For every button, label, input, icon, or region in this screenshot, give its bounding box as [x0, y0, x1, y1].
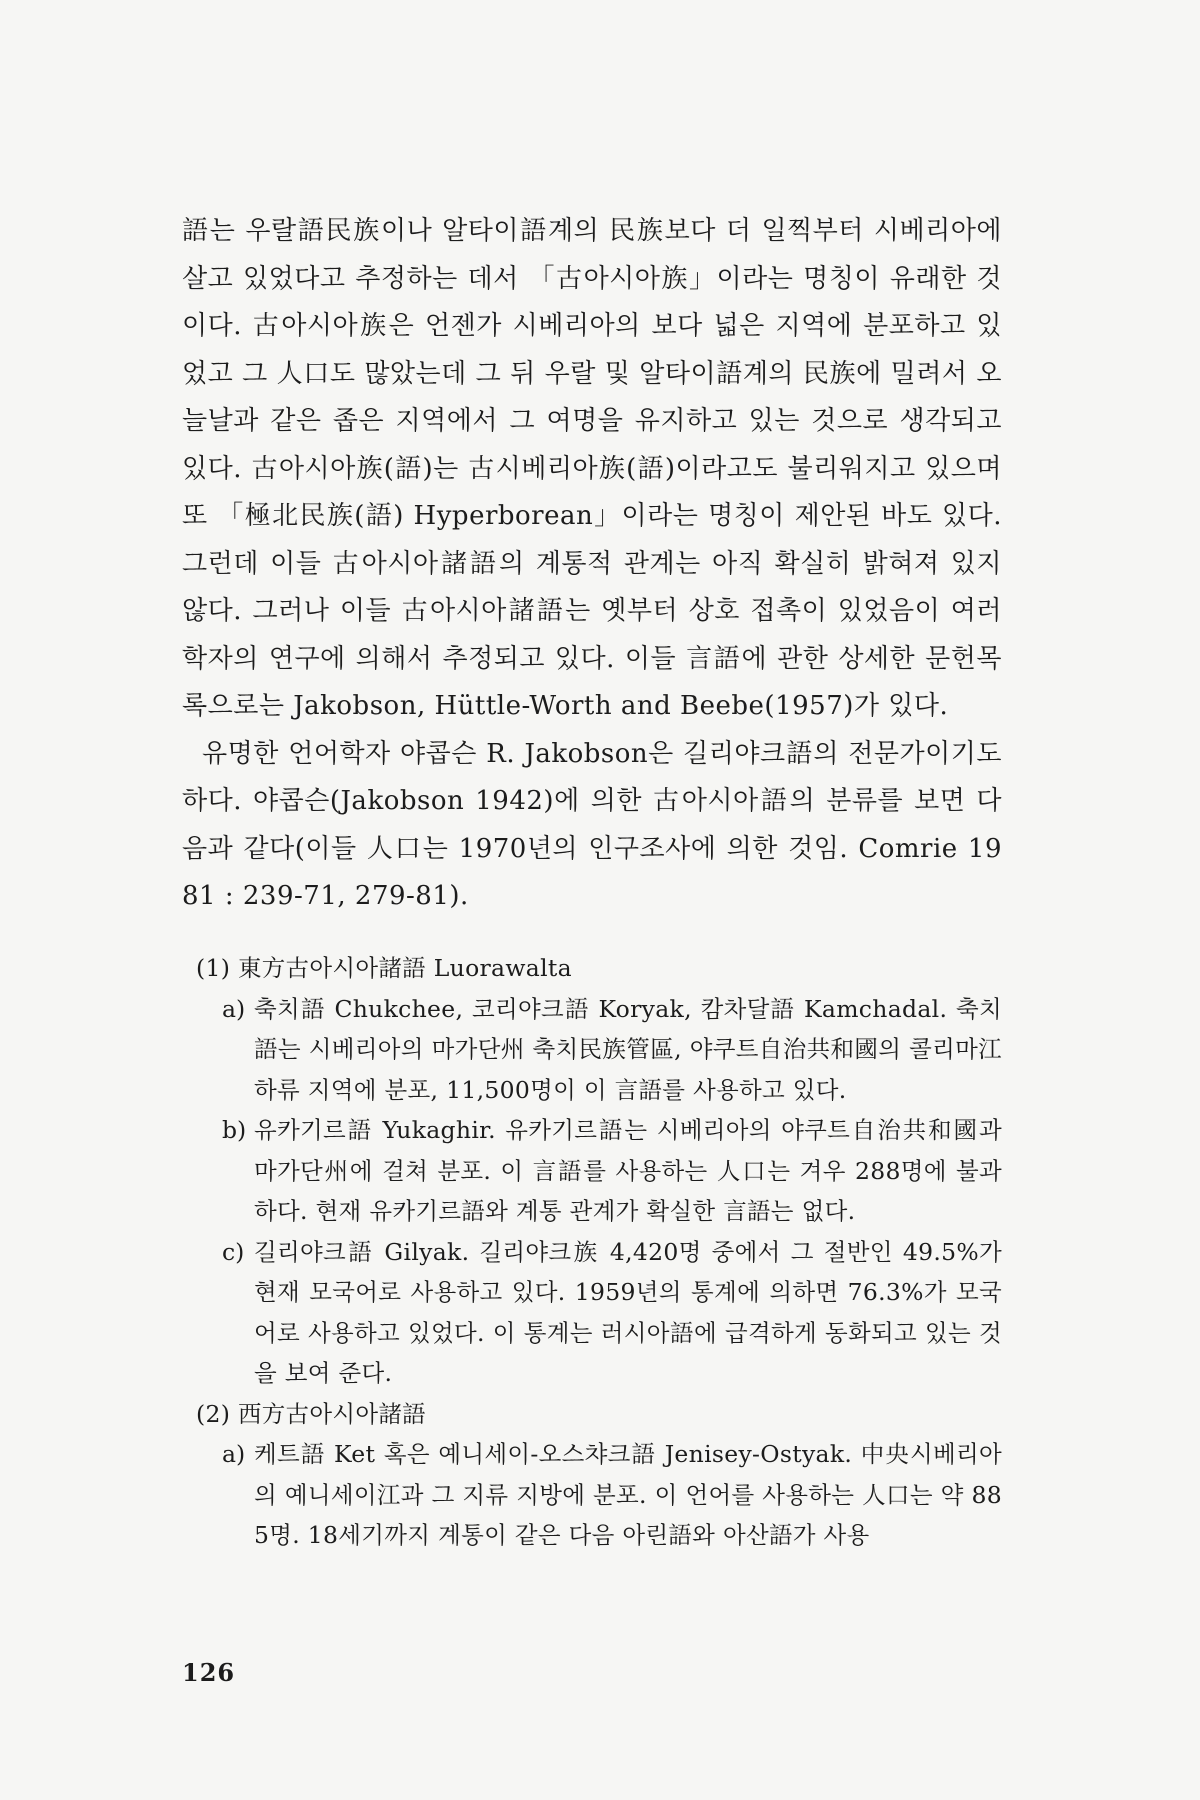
- language-classification-list: [196, 948, 1002, 1556]
- list-item-label: a): [222, 1440, 246, 1468]
- body-text: [182, 208, 1002, 921]
- list-item-text: 케트語 Ket 혹은 예니세이-오스챠크語 Jenisey-Ostyak. 中央시베리아의 예니세이江과 그 지류 지방에 분포. 이 언어를 사용하는 人口는 약 885명. 18세기까지 계통이 같은 다음 아린語와 아산語가 사용: [254, 1440, 1002, 1549]
- list-heading-western: (2) 西方古아시아諸語: [196, 1399, 426, 1428]
- list-item: [196, 1232, 1002, 1394]
- list-item-text: 길리야크語 Gilyak. 길리야크族 4,420명 중에서 그 절반인 49.5%가 현재 모국어로 사용하고 있다. 1959년의 통계에 의하면 76.3%가 모국어로 사용하고 있었다. 이 통계는 러시아語에 급격하게 동화되고 있는 것을 보여 준다.: [254, 1237, 1002, 1387]
- list-item-label: a): [222, 994, 246, 1023]
- page-number: 126: [182, 1658, 236, 1687]
- list-item-text: 유카기르語 Yukaghir. 유카기르語는 시베리아의 야쿠트自治共和國과 마가단州에 걸쳐 분포. 이 言語를 사용하는 人口는 겨우 288명에 불과하다. 현재 유카기르語와 계통 관계가 확실한 言語는 없다.: [254, 1116, 1002, 1225]
- list-item-text: 축치語 Chukchee, 코리야크語 Koryak, 캄차달語 Kamchadal. 축치語는 시베리아의 마가단州 축치民族管區, 야쿠트自治共和國의 콜리마江 하류 지역에 분포, 11,500명이 이 言語를 사용하고 있다.: [254, 994, 1002, 1104]
- list-item: [196, 989, 1002, 1111]
- paragraph-1: 語는 우랄語民族이나 알타이語계의 民族보다 더 일찍부터 시베리아에 살고 있었다고 추정하는 데서 「古아시아族」이라는 명칭이 유래한 것이다. 古아시아族은 언젠가 시베리아의 보다 넓은 지역에 분포하고 있었고 그 人口도 많았는데 그 뒤 우랄 및 알타이語계의 民族에 밀려서 오늘날과 같은 좁은 지역에서 그 여명을 유지하고 있는 것으로 생각되고 있다. 古아시아族(語)는 古시베리아族(語)이라고도 불리워지고 있으며 또 「極北民族(語) Hyperborean」이라는 명칭이 제안된 바도 있다. 그런데 이들 古아시아諸語의 계통적 관계는 아직 확실히 밝혀져 있지 않다. 그러나 이들 古아시아諸語는 옛부터 상호 접촉이 있었음이 여러 학자의 연구에 의해서 추정되고 있다. 이들 言語에 관한 상세한 문헌목록으로는 Jakobson, Hüttle-Worth and Beebe(1957)가 있다.: [182, 216, 1002, 721]
- list-item-label: b): [222, 1116, 247, 1144]
- paragraph-2: 유명한 언어학자 야콥슨 R. Jakobson은 길리야크語의 전문가이기도 하다. 야콥슨(Jakobson 1942)에 의한 古아시아語의 분류를 보면 다음과 같다(이들 人口는 1970년의 인구조사에 의한 것임. Comrie 1981 : 239-71, 279-81).: [182, 738, 1002, 911]
- list-item: [196, 1110, 1002, 1232]
- list-heading-eastern: (1) 東方古아시아諸語 Luorawalta: [196, 954, 572, 982]
- list-item-label: c): [222, 1237, 245, 1266]
- list-item: [196, 1434, 1002, 1556]
